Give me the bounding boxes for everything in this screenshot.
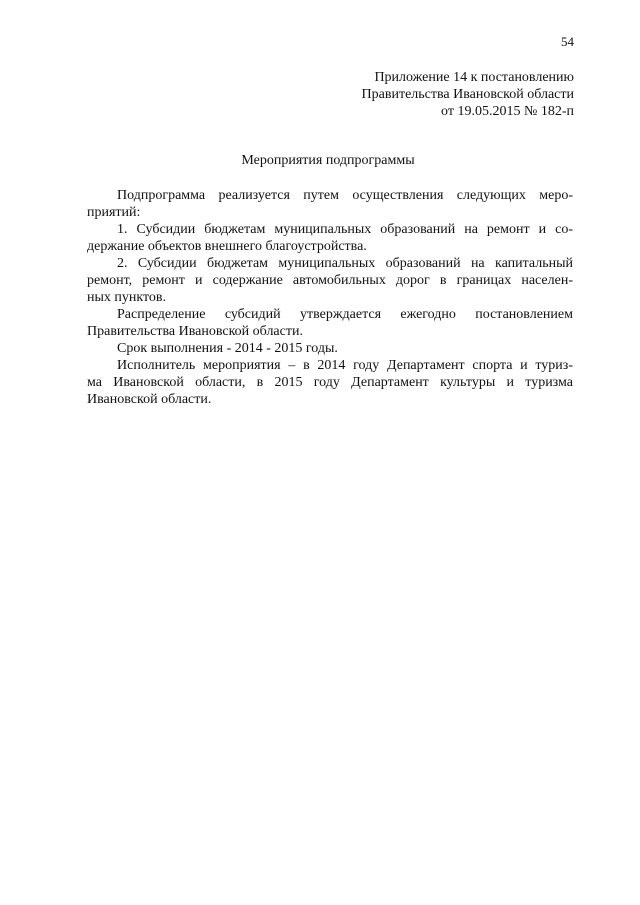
body-line: 1. Субсидии бюджетам муниципальных образований на ремонт и со- (117, 222, 573, 237)
body-text (87, 187, 573, 408)
body-line: приятий: (87, 205, 141, 220)
appendix-line-3: от 19.05.2015 № 182-п (441, 104, 574, 119)
body-line: Правительства Ивановской области. (87, 324, 303, 339)
body-line: Срок выполнения - 2014 - 2015 годы. (117, 341, 338, 356)
appendix-header (362, 69, 574, 120)
page-number: 54 (561, 34, 574, 49)
body-line: ных пунктов. (87, 290, 167, 305)
appendix-line-2: Правительства Ивановской области (361, 87, 574, 102)
section-title: Мероприятия подпрограммы (241, 153, 415, 168)
appendix-line-1: Приложение 14 к постановлению (374, 70, 574, 85)
body-line: ма Ивановской области, в 2015 году Департамент культуры и туризма (87, 375, 573, 390)
body-line: держание объектов внешнего благоустройства. (87, 239, 367, 254)
body-line: ремонт, ремонт и содержание автомобильных дорог в границах населен- (87, 273, 573, 288)
body-line: Исполнитель мероприятия – в 2014 году Департамент спорта и туриз- (117, 358, 573, 373)
body-line: Распределение субсидий утверждается ежегодно постановлением (117, 307, 573, 322)
body-line: Ивановской области. (87, 392, 212, 407)
body-line: 2. Субсидии бюджетам муниципальных образований на капитальный (117, 256, 573, 271)
body-line: Подпрограмма реализуется путем осуществления следующих меро- (117, 188, 573, 203)
